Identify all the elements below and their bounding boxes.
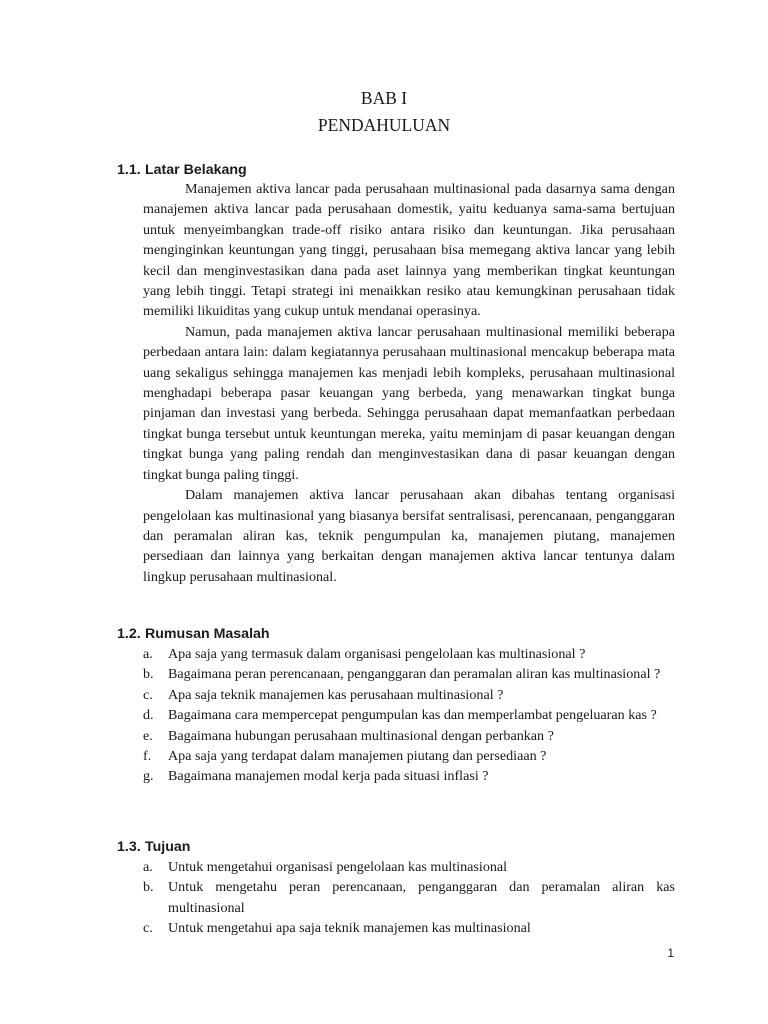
chapter-number: BAB I (360, 88, 408, 108)
list-marker: e. (143, 727, 153, 744)
section-title: Tujuan (145, 839, 191, 855)
paragraph: Namun, pada manajemen aktiva lancar perusahaan multinasional memiliki beberapa perbedaan antara lain: dalam kegiatannya perusahaan multinasional mencakup beberapa mata uang sekaligus sehingga manajemen kas menjadi lebih kompleks, perusahaan multinasional menghadapi beberapa pasar keuangan yang berbeda, yang menawarkan tingkat bunga pinjaman dan investasi yang berbeda. Sehingga perusahaan dapat memanfaatkan perbedaan tingkat bunga tersebut untuk keuntungan mereka, yaitu meminjam di pasar keuangan dengan tingkat bunga yang paling rendah dan menginvestasikan dana di pasar keuangan dengan tingkat bunga paling tinggi. (143, 323, 675, 483)
list-item (143, 746, 675, 766)
section-title: Rumusan Masalah (145, 626, 270, 642)
section-number: 1.3. (117, 839, 141, 855)
list-item (143, 644, 675, 664)
list-item (143, 664, 675, 684)
section-title: Latar Belakang (145, 162, 247, 178)
list-marker: c. (143, 686, 153, 703)
list-item-text: Apa saja teknik manajemen kas perusahaan multinasional ? (168, 686, 504, 703)
list-item (143, 705, 675, 725)
list-marker: f. (143, 748, 152, 765)
list-item (143, 857, 675, 877)
list-item-text: Untuk mengetahui organisasi pengelolaan kas multinasional (168, 859, 508, 875)
list-marker: a. (143, 859, 153, 875)
page-number: 1 (667, 946, 674, 960)
list-item-text: Bagaimana hubungan perusahaan multinasional dengan perbankan ? (168, 727, 554, 744)
list-item-text: Bagaimana peran perencanaan, penganggaran dan peramalan aliran kas multinasional ? (168, 666, 661, 683)
list-item (143, 918, 675, 938)
section-number: 1.1. (117, 162, 141, 178)
list-item-text: Bagaimana cara mempercepat pengumpulan kas dan memperlambat pengeluaran kas ? (168, 707, 657, 724)
list-tujuan (143, 857, 675, 939)
section-heading-latar-belakang (117, 160, 247, 180)
list-marker: b. (143, 879, 154, 896)
chapter-title: PENDAHULUAN (317, 115, 451, 135)
section-body-latar-belakang (143, 179, 675, 587)
list-item (143, 685, 675, 705)
list-item (143, 766, 675, 786)
list-marker: g. (143, 768, 154, 785)
list-rumusan-masalah (143, 644, 675, 787)
paragraph: Dalam manajemen aktiva lancar perusahaan akan dibahas tentang organisasi pengelolaan kas multinasional yang biasanya bersifat sentralisasi, perencanaan, penganggaran dan peramalan aliran kas, teknik pengumpulan ka, manajemen piutang, manajemen persediaan dan lainnya yang berkaitan dengan manajemen aktiva lancar tentunya dalam lingkup perusahaan multinasional. (143, 487, 675, 585)
list-item (143, 726, 675, 746)
list-item (143, 877, 675, 918)
list-marker: a. (143, 646, 153, 662)
section-number: 1.2. (117, 626, 141, 642)
paragraph: Manajemen aktiva lancar pada perusahaan multinasional pada dasarnya sama dengan manajemen aktiva lancar pada perusahaan domestik, yaitu keduanya sama-sama bertujuan untuk menyeimbangkan trade-off risiko antara risiko dan keuntungan. Jika perusahaan menginginkan keuntungan yang tinggi, perusahaan bisa memegang aktiva lancar yang lebih kecil dan menginvestasikan dana pada aset lainnya yang memberikan tingkat keuntungan yang lebih tinggi. Tetapi strategi ini menaikkan resiko atau kemungkinan perusahaan tidak memiliki likuiditas yang cukup untuk mendanai operasinya. (143, 181, 675, 320)
list-item-text: Apa saja yang termasuk dalam organisasi pengelolaan kas multinasional ? (168, 646, 586, 662)
list-item-text: Untuk mengetahu peran perencanaan, penganggaran dan peramalan aliran kas multinasional (168, 879, 675, 916)
list-marker: c. (143, 920, 153, 937)
list-item-text: Bagaimana manajemen modal kerja pada situasi inflasi ? (168, 768, 489, 785)
list-marker: d. (143, 707, 154, 724)
section-heading-rumusan-masalah (117, 624, 270, 644)
section-heading-tujuan (117, 837, 190, 857)
list-item-text: Apa saja yang terdapat dalam manajemen piutang dan persediaan ? (168, 748, 547, 765)
list-marker: b. (143, 666, 154, 683)
list-item-text: Untuk mengetahui apa saja teknik manajemen kas multinasional (168, 920, 531, 937)
